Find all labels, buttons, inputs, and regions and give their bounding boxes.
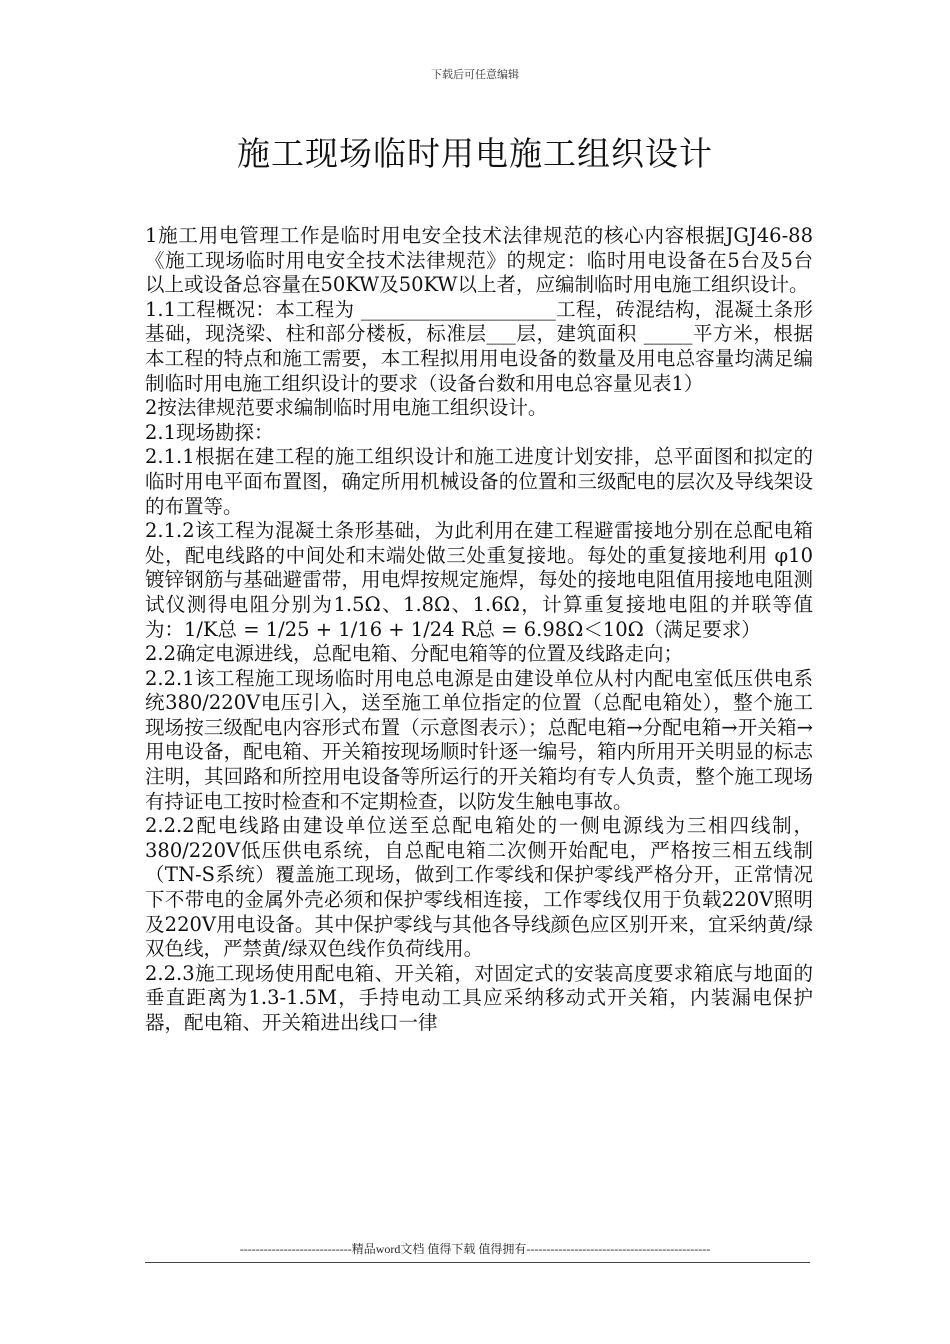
paragraph: 2.2.3施工现场使用配电箱、开关箱，对固定式的安装高度要求箱底与地面的垂直距离为1.3-1.5M，手持电动工具应采纳移动式开关箱，内装漏电保护器，配电箱、开关箱进出线口一律 [145,961,813,1034]
paragraph: 2.2确定电源进线，总配电箱、分配电箱等的位置及线路走向； [145,642,684,666]
paragraph: 2.1.1根据在建工程的施工组织设计和施工进度计划安排，总平面图和拟定的临时用电平面布置图，确定所用机械设备的位置和三级配电的层次及导线架设的布置等。 [145,445,813,518]
paragraph: 2.2.2配电线路由建设单位送至总配电箱处的一侧电源线为三相四线制，380/220V低压供电系统，自总配电箱二次侧开始配电，严格按三相五线制（TN-S系统）覆盖施工现场，做到工作零线和保护零线严格分开，正常情况下不带电的金属外壳必须和保护零线相连接，工作零线仅用于负载220V照明及220V用电设备。其中保护零线与其他各导线颜色应区别开来，宜采纳黄/绿双色线，严禁黄/绿双色线作负荷线用。 [145,814,813,961]
paragraph: 1施工用电管理工作是临时用电安全技术法律规范的核心内容根据JGJ46-88《施工现场临时用电安全技术法律规范》的规定：临时用电设备在5台及5台以上或设备总容量在50KW及50KW以上者，应编制临时用电施工组织设计。 [145,224,813,297]
page-footer: ----------------------------精品word文档 值得下载 值得拥有---------------------------------------------- [239,1242,711,1256]
paragraph: 2按法律规范要求编制临时用电施工组织设计。 [145,396,548,420]
paragraph: 1.1工程概况：本工程为 ____________________工程，砖混结构，混凝土条形基础，现浇梁、柱和部分楼板，标准层___层，建筑面积 _____平方米，根据本工程的特点和施工需要，本工程拟用用电设备的数量及用电总容量均满足编制临时用电施工组织设计的要求（设备台数和用电总容量见表1） [145,297,813,395]
paragraph: 2.1现场勘探： [145,420,274,444]
page-header: 下载后可任意编辑 [431,68,519,81]
paragraph: 2.1.2该工程为混凝土条形基础，为此利用在建工程避雷接地分别在总配电箱处，配电线路的中间处和末端处做三处重复接地。每处的重复接地利用 φ10镀锌钢筋与基础避雷带，用电焊按规定施焊，每处的接地电阻值用接地电阻测试仪测得电阻分别为1.5Ω、1.8Ω、1.6Ω，计算重复接地电阻的并联等值为：1/K总 = 1/25 + 1/16 + 1/24 R总 = 6.98Ω＜10Ω（满足要求） [145,519,813,641]
document-title: 施工现场临时用电施工组织设计 [237,134,713,173]
footer-divider [145,1262,810,1263]
paragraph: 2.2.1该工程施工现场临时用电总电源是由建设单位从村内配电室低压供电系统380/220V电压引入，送至施工单位指定的位置（总配电箱处），整个施工现场按三级配电内容形式布置（示意图表示）；总配电箱→分配电箱→开关箱→用电设备，配电箱、开关箱按现场顺时针逐一编号，箱内所用开关明显的标志注明，其回路和所控用电设备等所运行的开关箱均有专人负责，整个施工现场有持证电工按时检查和不定期检查，以防发生触电事故。 [145,666,813,813]
document-body [145,224,813,1036]
